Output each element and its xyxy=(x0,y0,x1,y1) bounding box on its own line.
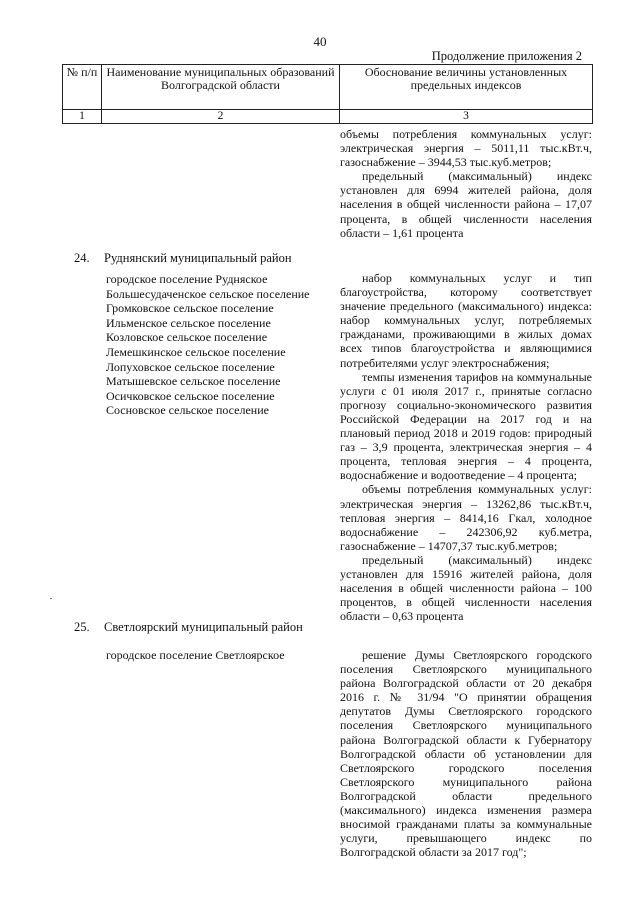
section-24-justification xyxy=(340,271,592,623)
header-number: № п/п xyxy=(63,65,102,110)
prev-consumption-paragraph: объемы потребления коммунальных услуг: электрическая энергия – 5011,11 тыс.кВт.ч, газоснабжение – 3944,53 тыс.куб.метров; xyxy=(340,127,592,170)
column-number-2: 2 xyxy=(102,110,340,124)
settlement-item: городское поселение Рудняское xyxy=(106,272,268,286)
section-25-number: 25. xyxy=(74,620,90,634)
settlement-item: Громковское сельское поселение xyxy=(106,301,274,316)
settlement-item: Большесудаченское сельское поселение xyxy=(106,286,310,301)
consumption-paragraph: объемы потребления коммунальных услуг: электрическая энергия – 13262,86 тыс.кВт.ч, тепловая энергия – 8414,16 Гкал, холодное водоснабжение – 242306,92 куб.метра, газоснабжение – 14707,37 тыс.куб.метров; xyxy=(340,482,592,553)
header-justification: Обоснование величины установленных предельных индексов xyxy=(340,65,593,110)
tariff-rates-paragraph: темпы изменения тарифов на коммунальные услуги с 01 июля 2017 г., принятые согласно прогнозу социально-экономического развития Российской Федерации на 2017 год и на плановый период 2018 и 2019 годов: природный газ – 3,9 процента, электрическая энергия – 4 процента, тепловая энергия – 4 процента, водоснабжение и водоотведение – 4 процента; xyxy=(340,369,592,483)
continuation-note: Продолжение приложения 2 xyxy=(431,49,582,63)
page-number: 40 xyxy=(313,34,327,49)
settlement-item: Осичковское сельское поселение xyxy=(106,388,275,403)
section-25-title: Светлоярский муниципальный район xyxy=(104,620,303,634)
prev-justification xyxy=(340,127,592,240)
index-population-paragraph: предельный (максимальный) индекс установлен для 15916 жителей района, доля населения в общей численности района – 100 процентов, в общей численности населения области – 0,63 процента xyxy=(340,552,592,624)
prev-index-paragraph: предельный (максимальный) индекс установлен для 6994 жителей района, доля населения в общей численности района – 17,07 процента, в общей численности населения области – 1,61 процента xyxy=(340,169,592,240)
settlement-item: Лопуховское сельское поселение xyxy=(106,359,275,374)
settlement-item: Сосновское сельское поселение xyxy=(106,403,269,418)
duma-decision-paragraph: решение Думы Светлоярского городского поселения Светлоярского муниципального района Волгоградской области от 20 декабря 2016 г. № 31/94 "О принятии обращения депутатов Думы Светлоярского городского поселения Светлоярского муниципального района Волгоградской области к Губернатору Волгоградской области об установлении для Светлоярского городского поселения Светлоярского муниципального района Волгоградской области предельного (максимального) индекса изменения размера вносимой гражданами платы за коммунальные услуги, превышающего индекс по Волгоградской области за 2017 год"; xyxy=(340,648,592,860)
table-header xyxy=(62,64,593,124)
section-25-justification xyxy=(340,648,592,859)
scan-speck xyxy=(50,598,52,599)
column-number-1: 1 xyxy=(63,110,102,124)
section-24-title: Руднянский муниципальный район xyxy=(104,251,292,265)
section-24-settlements xyxy=(106,272,310,418)
settlement-item: Лемешкинское сельское поселение xyxy=(106,344,286,359)
section-25-settlement xyxy=(106,648,285,663)
settlement-item: Козловское сельское поселение xyxy=(106,330,268,345)
column-number-3: 3 xyxy=(340,110,593,124)
settlement-item: городское поселение Светлоярское xyxy=(106,648,285,662)
header-municipality: Наименование муниципальных образований Волгоградской области xyxy=(102,65,340,110)
settlement-item: Матышевское сельское поселение xyxy=(106,374,281,389)
section-24-number: 24. xyxy=(74,251,90,265)
services-set-paragraph: набор коммунальных услуг и тип благоустройства, которому соответствует значение предельного (максимального) индекса: набор коммунальных услуг, потребляемых гражданами, проживающими в жилых домах всех типов благоустройства и являющимися потребителями услуг электроснабжения; xyxy=(340,271,592,370)
settlement-item: Ильменское сельское поселение xyxy=(106,315,271,330)
